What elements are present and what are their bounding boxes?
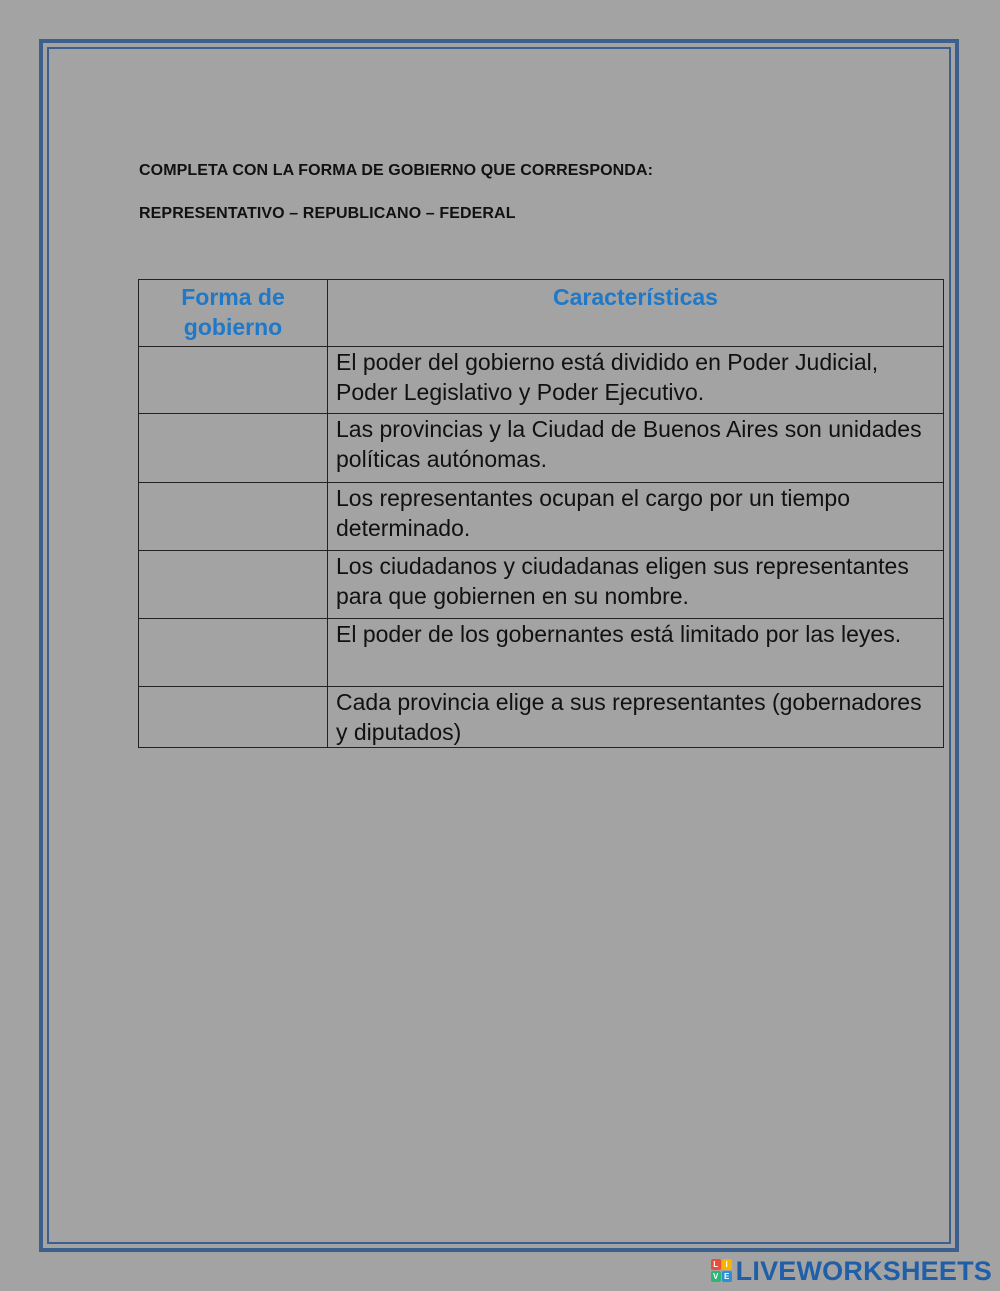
liveworksheets-wordmark: LIVEWORKSHEETS xyxy=(735,1255,992,1286)
table-row xyxy=(139,551,944,619)
table-row xyxy=(139,619,944,687)
worksheet-table xyxy=(138,279,944,748)
options-line: REPRESENTATIVO – REPUBLICANO – FEDERAL xyxy=(139,205,516,222)
answer-field[interactable] xyxy=(139,347,328,414)
characteristic-text: Los representantes ocupan el cargo por un tiempo determinado. xyxy=(328,483,944,551)
table-row xyxy=(139,414,944,483)
logo-letter: L xyxy=(711,1259,721,1270)
liveworksheets-brand[interactable] xyxy=(711,1256,992,1286)
answer-field[interactable] xyxy=(139,687,328,748)
table-row xyxy=(139,483,944,551)
answer-field[interactable] xyxy=(139,483,328,551)
table-row xyxy=(139,687,944,748)
characteristic-text: El poder del gobierno está dividido en Poder Judicial, Poder Legislativo y Poder Ejecutivo. xyxy=(328,347,944,414)
characteristic-text: Los ciudadanos y ciudadanas eligen sus representantes para que gobiernen en su nombre. xyxy=(328,551,944,619)
logo-letter: V xyxy=(711,1271,721,1282)
instruction-heading: COMPLETA CON LA FORMA DE GOBIERNO QUE CORRESPONDA: xyxy=(139,162,654,179)
logo-letter: E xyxy=(722,1271,732,1282)
header-caracteristicas: Características xyxy=(328,280,944,347)
characteristic-text: El poder de los gobernantes está limitado por las leyes. xyxy=(328,619,944,687)
characteristic-text: Las provincias y la Ciudad de Buenos Aires son unidades políticas autónomas. xyxy=(328,414,944,483)
answer-field[interactable] xyxy=(139,551,328,619)
answer-field[interactable] xyxy=(139,619,328,687)
characteristic-text: Cada provincia elige a sus representantes (gobernadores y diputados) xyxy=(328,687,944,748)
liveworksheets-logo-icon xyxy=(711,1259,733,1283)
table-header-row xyxy=(139,280,944,347)
answer-field[interactable] xyxy=(139,414,328,483)
logo-letter: I xyxy=(722,1259,732,1270)
header-forma-de-gobierno: Forma de gobierno xyxy=(139,280,328,347)
table-row xyxy=(139,347,944,414)
